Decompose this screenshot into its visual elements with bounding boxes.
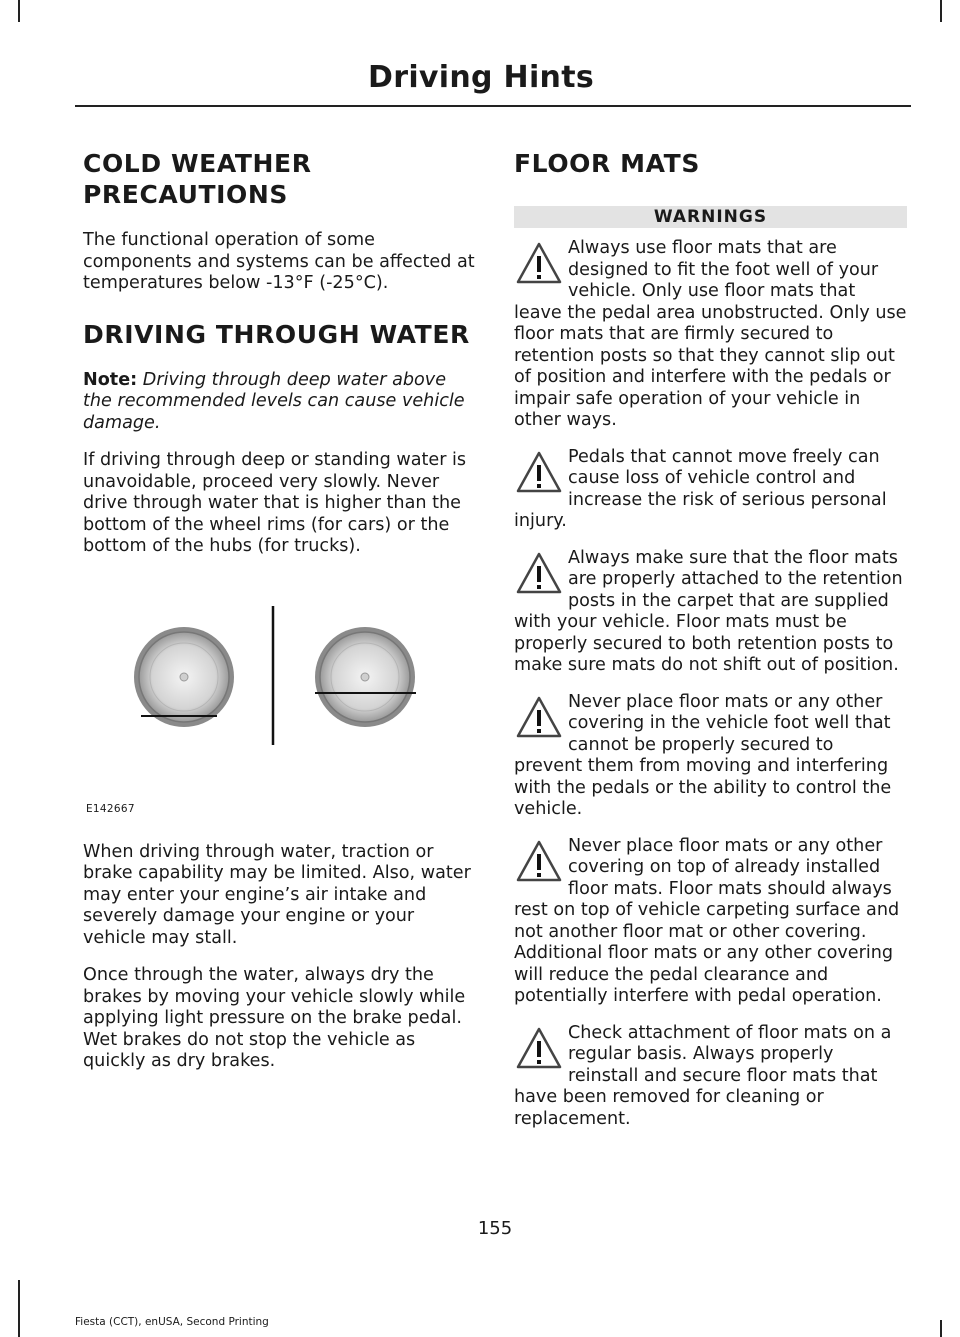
right-column xyxy=(514,148,907,1145)
page-number: 155 xyxy=(477,1218,513,1239)
crop-mark-top-left xyxy=(18,0,20,22)
warning-triangle-icon xyxy=(514,238,564,302)
left-column xyxy=(83,148,476,1089)
cold-weather-heading xyxy=(83,148,476,210)
crop-mark-bottom-right xyxy=(940,1320,942,1337)
driving-through-water-heading: DRIVING THROUGH WATER xyxy=(83,319,470,349)
crop-mark-top-right xyxy=(940,0,942,22)
edition-footer: Fiesta (CCT), enUSA, Second Printing xyxy=(75,1316,269,1328)
warning-text: Never place floor mats or any other covering on top of already installed floor mats. Floor mats should always rest on top of vehicle carpeting surface and not another floor mat or other covering. Additional floor mats or any other covering will reduce the pedal clearance and potentially interfere with pedal operation. xyxy=(514,835,900,1006)
warning-text: Always make sure that the floor mats are properly attached to the retention posts in the carpet that are supplied with your vehicle. Floor mats must be properly secured to both retention posts to make sure mats do not shift out of position. xyxy=(514,547,903,675)
warning-item xyxy=(514,238,907,432)
cold-weather-heading-line2: PRECAUTIONS xyxy=(83,180,289,209)
warning-text: Always use floor mats that are designed to fit the foot well of your vehicle. Only use floor mats that leave the pedal area unobstructed. Only use floor mats that are firmly secured to retention posts so that they cannot slip out of position and interfere with the pedals or impair safe operation of your vehicle in other ways. xyxy=(514,238,907,430)
warning-item xyxy=(514,1023,907,1131)
header-rule xyxy=(75,105,911,107)
warnings-header: WARNINGS xyxy=(514,206,907,228)
wheel-illustration xyxy=(83,592,476,822)
warning-triangle-icon xyxy=(514,447,564,511)
warning-item xyxy=(514,692,907,821)
warning-triangle-icon xyxy=(514,1023,564,1087)
water-para-3: Once through the water, always dry the brakes by moving your vehicle slowly while applying light pressure on the brake pedal. Wet brakes do not stop the vehicle as quickly as dry brakes. xyxy=(83,965,466,1071)
water-para-1: If driving through deep or standing water is unavoidable, proceed very slowly. Never drive through water that is higher than the bottom of the wheel rims (for cars) or the bottom of the hubs (for trucks). xyxy=(83,450,467,556)
note-label: Note: xyxy=(83,369,138,390)
warning-triangle-icon xyxy=(514,548,564,612)
warning-item xyxy=(514,548,907,677)
cold-weather-heading-line1: COLD WEATHER xyxy=(83,149,312,178)
crop-mark-bottom-left xyxy=(18,1280,20,1337)
water-para-2: When driving through water, traction or brake capability may be limited. Also, water may enter your engine’s air intake and severely damage your engine or your vehicle may stall. xyxy=(83,841,471,948)
warning-text: Check attachment of floor mats on a regular basis. Always properly reinstall and secure floor mats that have been removed for cleaning or replacement. xyxy=(514,1022,892,1129)
wheel-water-level-figure xyxy=(83,592,476,822)
warning-text: Never place floor mats or any other covering in the vehicle foot well that cannot be properly secured to prevent them from moving and interfering with the pedals or the ability to control the vehicle. xyxy=(514,691,892,819)
note-text: Driving through deep water above the recommended levels can cause vehicle damage. xyxy=(83,369,465,433)
warning-triangle-icon xyxy=(514,836,564,900)
warning-text: Pedals that cannot move freely can cause loss of vehicle control and increase the risk of serious personal injury. xyxy=(514,446,887,531)
warning-triangle-icon xyxy=(514,692,564,756)
figure-code: E142667 xyxy=(86,802,135,815)
water-note xyxy=(83,370,476,435)
section-title: Driving Hints xyxy=(368,60,594,95)
warning-item xyxy=(514,447,907,533)
left-wheel-car-rim xyxy=(134,627,234,727)
right-wheel-truck-hub xyxy=(315,627,415,727)
cold-weather-body: The functional operation of some components and systems can be affected at temperatures below -13°F (-25°C). xyxy=(83,230,475,293)
floor-mats-heading: FLOOR MATS xyxy=(514,149,700,178)
warning-item xyxy=(514,836,907,1008)
